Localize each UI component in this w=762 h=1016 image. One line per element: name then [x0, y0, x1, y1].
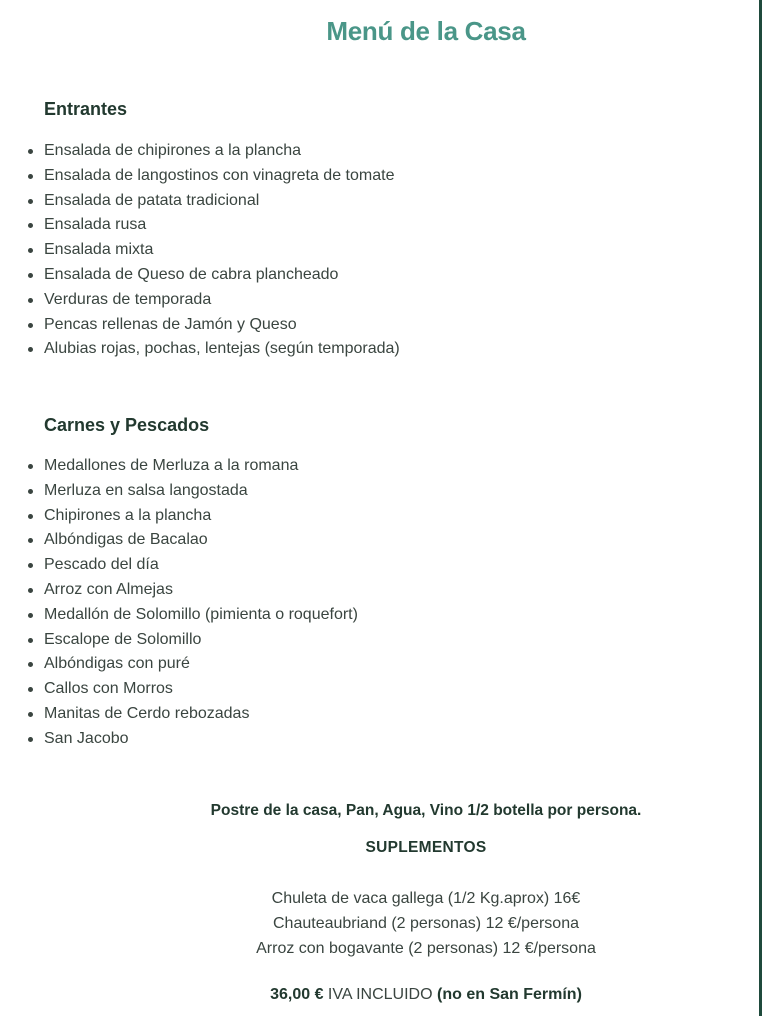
item-label: Ensalada rusa [44, 216, 147, 234]
item-label: Ensalada de langostinos con vinagreta de tomate [44, 166, 395, 184]
section-heading-entrantes: Entrantes [44, 99, 128, 119]
page-title: Menú de la Casa [326, 16, 526, 46]
includes-line: Postre de la casa, Pan, Agua, Vino 1/2 botella por persona. [210, 802, 642, 819]
supplement-item: Chauteaubriand (2 personas) 12 €/persona [273, 915, 579, 932]
bullet-icon [28, 248, 33, 253]
list-item [0, 337, 400, 362]
list-item [0, 677, 358, 702]
bullet-icon [28, 223, 33, 228]
bullet-icon [28, 464, 33, 469]
list-item [0, 628, 358, 653]
list-item [0, 479, 358, 504]
item-label: San Jacobo [44, 729, 129, 747]
bullet-icon [28, 174, 33, 179]
list-item [0, 164, 400, 189]
bullet-icon [28, 638, 33, 643]
item-label: Pescado del día [44, 556, 159, 574]
bullet-icon [28, 149, 33, 154]
item-label: Verduras de temporada [44, 290, 212, 308]
item-label: Manitas de Cerdo rebozadas [44, 704, 250, 722]
item-label: Arroz con Almejas [44, 580, 173, 598]
item-label: Albóndigas con puré [44, 655, 190, 673]
list-item [0, 727, 358, 752]
list-item [0, 288, 400, 313]
price-tax-label: IVA INCLUIDO [323, 986, 437, 1003]
bullet-icon [28, 538, 33, 543]
list-item [0, 263, 400, 288]
item-label: Callos con Morros [44, 680, 173, 698]
bullet-icon [28, 712, 33, 717]
list-item [0, 238, 400, 263]
price-line [0, 986, 762, 1004]
item-label: Chipirones a la plancha [44, 506, 212, 524]
section-heading-carnes-pescados: Carnes y Pescados [44, 415, 210, 435]
item-label: Merluza en salsa langostada [44, 481, 248, 499]
list-item [0, 213, 400, 238]
entrantes-list [0, 139, 400, 362]
supplement-item: Arroz con bogavante (2 personas) 12 €/persona [256, 940, 596, 957]
bullet-icon [28, 613, 33, 618]
list-item [0, 139, 400, 164]
item-label: Medallón de Solomillo (pimienta o roquefort) [44, 605, 358, 623]
item-label: Ensalada de patata tradicional [44, 191, 260, 209]
bullet-icon [28, 489, 33, 494]
item-label: Alubias rojas, pochas, lentejas (según temporada) [44, 340, 400, 358]
list-item [0, 189, 400, 214]
price-amount: 36,00 € [270, 986, 324, 1003]
bullet-icon [28, 199, 33, 204]
bullet-icon [28, 323, 33, 328]
item-label: Escalope de Solomillo [44, 630, 202, 648]
list-item [0, 652, 358, 677]
list-item [0, 702, 358, 727]
list-item [0, 528, 358, 553]
supplements-heading: SUPLEMENTOS [365, 839, 487, 856]
list-item [0, 313, 400, 338]
supplements-list [0, 886, 762, 961]
bullet-icon [28, 588, 33, 593]
supplement-item: Chuleta de vaca gallega (1/2 Kg.aprox) 16€ [271, 890, 581, 907]
bullet-icon [28, 514, 33, 519]
carnes-pescados-list [0, 454, 358, 752]
list-item [0, 553, 358, 578]
item-label: Ensalada de Queso de cabra plancheado [44, 265, 339, 283]
item-label: Medallones de Merluza a la romana [44, 457, 299, 474]
bullet-icon [28, 737, 33, 742]
bullet-icon [28, 347, 33, 352]
bullet-icon [28, 273, 33, 278]
price-note: (no en San Fermín) [437, 986, 582, 1003]
bullet-icon [28, 298, 33, 303]
list-item [0, 504, 358, 529]
bullet-icon [28, 687, 33, 692]
bullet-icon [28, 563, 33, 568]
list-item [0, 454, 358, 479]
item-label: Ensalada mixta [44, 241, 154, 259]
item-label: Albóndigas de Bacalao [44, 531, 208, 549]
list-item [0, 578, 358, 603]
list-item [0, 603, 358, 628]
item-label: Ensalada de chipirones a la plancha [44, 142, 302, 159]
bullet-icon [28, 662, 33, 667]
item-label: Pencas rellenas de Jamón y Queso [44, 315, 297, 333]
